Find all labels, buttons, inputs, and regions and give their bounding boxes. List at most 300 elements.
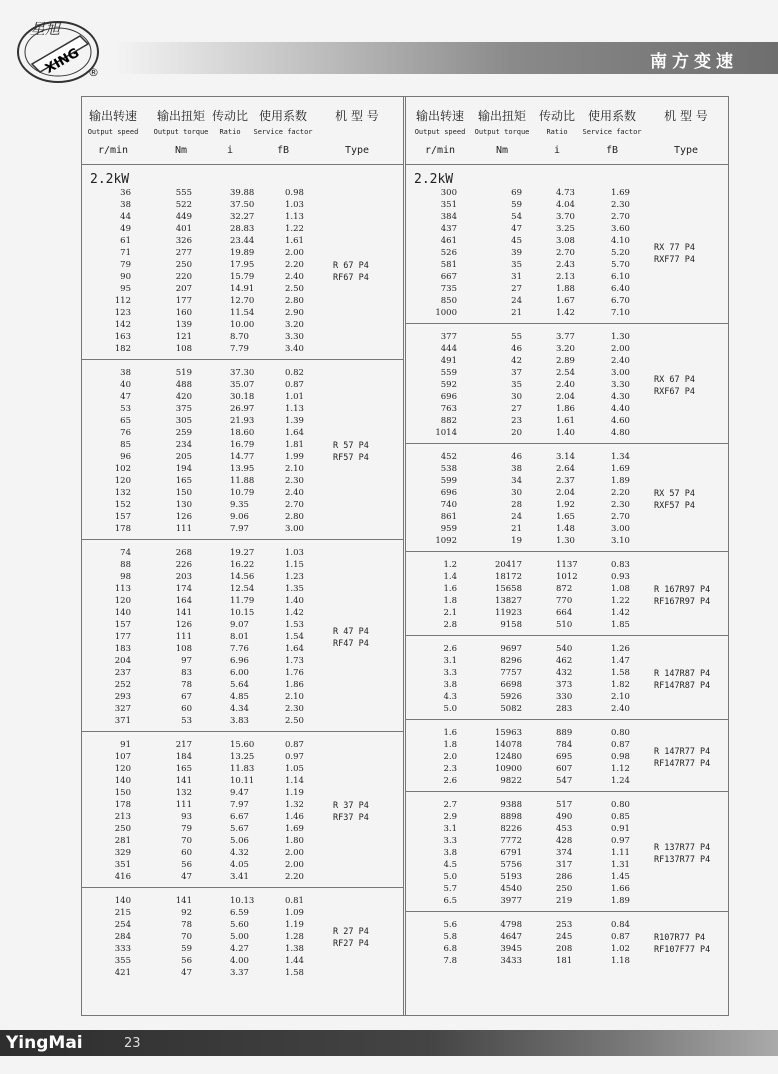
left-cell: 1.81 [285,440,304,450]
right-cell: 3.20 [556,344,575,354]
left-cell: 61 [120,236,131,246]
right-cell: 1.6 [443,728,457,738]
right-group-rule [406,551,729,552]
left-cell: 1.54 [285,632,304,642]
left-cell: 7.76 [230,644,249,654]
left-cell: 2.20 [285,872,304,882]
left-cell: 90 [120,272,131,282]
left-cell: 2.10 [285,464,304,474]
left-cell: 326 [175,236,192,246]
left-type-label: RF67 P4 [333,273,369,283]
right-cell: 6791 [500,848,522,858]
right-cell: 1.2 [443,560,457,570]
right-cell: 1.47 [611,656,630,666]
right-cell: 2.30 [611,200,630,210]
left-cell: 95 [120,284,131,294]
left-cell: 177 [114,632,131,642]
left-cell: 6.59 [230,908,249,918]
right-cell: 377 [440,332,457,342]
left-type-label: RF47 P4 [333,639,369,649]
left-cell: 152 [114,500,131,510]
left-cell: 47 [181,968,192,978]
right-type-label: RF147R77 P4 [654,759,711,769]
right-cell: 4.10 [611,236,630,246]
left-cell: 1.39 [285,416,304,426]
left-cell: 488 [175,380,192,390]
column-unit-2: i [553,145,561,156]
right-cell: 2.89 [556,356,575,366]
right-cell: 3.1 [443,656,457,666]
left-cell: 329 [114,848,131,858]
right-cell: 2.70 [611,212,630,222]
left-cell: 38 [120,368,131,378]
right-cell: 5.0 [443,872,457,882]
right-cell: 1.12 [611,764,630,774]
right-cell: 5.6 [443,920,457,930]
right-cell: 1.42 [611,608,630,618]
left-cell: 120 [114,596,131,606]
left-cell: 3.41 [230,872,249,882]
right-cell: 253 [556,920,573,930]
left-cell: 1.58 [285,968,304,978]
right-cell: 8226 [500,824,522,834]
right-type-label: R 167R97 P4 [654,585,711,595]
right-cell: 695 [556,752,573,762]
right-cell: 540 [556,644,573,654]
left-cell: 10.79 [230,488,255,498]
right-cell: 0.91 [611,824,630,834]
left-cell: 60 [181,704,192,714]
left-cell: 5.67 [230,824,249,834]
right-type-label: R 147R87 P4 [654,669,711,679]
right-cell: 444 [440,344,457,354]
left-cell: 3.00 [285,524,304,534]
left-cell: 7.79 [230,344,249,354]
left-cell: 102 [114,464,131,474]
left-cell: 91 [120,740,131,750]
left-cell: 21.93 [230,416,255,426]
right-cell: 47 [511,224,522,234]
left-cell: 250 [114,824,131,834]
left-cell: 12.54 [230,584,255,594]
column-header-1: 输出扭矩 [156,109,206,123]
right-header-rule [406,164,729,165]
column-unit-3: fB [605,145,619,156]
left-cell: 284 [114,932,131,942]
left-cell: 371 [114,716,131,726]
left-cell: 1.76 [285,668,304,678]
left-cell: 10.13 [230,896,255,906]
left-cell: 449 [175,212,192,222]
right-cell: 55 [511,332,522,342]
left-cell: 416 [114,872,131,882]
left-cell: 70 [181,836,192,846]
right-cell: 3.77 [556,332,575,342]
right-cell: 0.84 [611,920,630,930]
left-cell: 1.23 [285,572,304,582]
right-cell: 2.04 [556,488,575,498]
column-header-en-1: Output torque [153,128,209,136]
left-cell: 11.83 [230,764,255,774]
right-cell: 5082 [500,704,522,714]
left-cell: 112 [114,296,131,306]
right-cell: 4.04 [556,200,575,210]
right-cell: 18172 [494,572,522,582]
right-cell: 7772 [500,836,522,846]
right-group-rule [406,719,729,720]
right-cell: 3.3 [443,668,457,678]
left-cell: 305 [175,416,192,426]
right-cell: 850 [440,296,457,306]
left-cell: 281 [114,836,131,846]
right-type-label: RX 77 P4 [654,243,695,253]
right-cell: 9158 [500,620,522,630]
right-cell: 54 [511,212,522,222]
column-header-2: 传动比 [211,109,249,123]
left-cell: 140 [114,896,131,906]
left-cell: 0.81 [285,896,304,906]
left-cell: 26.97 [230,404,255,414]
right-cell: 1.48 [556,524,575,534]
right-cell: 428 [556,836,573,846]
right-cell: 1000 [435,308,457,318]
right-cell: 2.00 [611,344,630,354]
right-group-rule [406,323,729,324]
left-cell: 108 [175,344,192,354]
left-cell: 67 [181,692,192,702]
right-cell: 4.3 [443,692,457,702]
column-header-en-3: Service factor [253,128,313,136]
left-cell: 157 [114,620,131,630]
right-cell: 4.5 [443,860,457,870]
right-cell: 4.73 [556,188,575,198]
right-cell: 2.0 [443,752,457,762]
right-cell: 3.8 [443,680,457,690]
left-cell: 93 [181,812,192,822]
right-group-rule [406,911,729,912]
right-cell: 3.10 [611,536,630,546]
left-cell: 1.69 [285,824,304,834]
left-cell: 123 [114,308,131,318]
left-cell: 30.18 [230,392,255,402]
right-type-label: RF147R87 P4 [654,681,711,691]
right-cell: 283 [556,704,573,714]
left-cell: 150 [175,488,192,498]
left-cell: 98 [120,572,131,582]
right-cell: 0.97 [611,836,630,846]
right-cell: 5.20 [611,248,630,258]
left-cell: 40 [120,380,131,390]
left-cell: 2.70 [285,500,304,510]
footer-brand: YingMai [6,1033,83,1053]
left-cell: 1.46 [285,812,304,822]
left-cell: 421 [114,968,131,978]
right-cell: 21 [511,308,522,318]
right-cell: 1.34 [611,452,630,462]
right-cell: 1.30 [556,536,575,546]
left-cell: 1.14 [285,776,304,786]
left-cell: 226 [175,560,192,570]
left-cell: 519 [175,368,192,378]
left-cell: 130 [175,500,192,510]
right-cell: 46 [511,452,522,462]
left-cell: 1.61 [285,236,304,246]
left-cell: 141 [175,776,192,786]
left-cell: 14.56 [230,572,255,582]
left-cell: 333 [114,944,131,954]
left-cell: 96 [120,452,131,462]
left-cell: 165 [175,476,192,486]
left-group-rule [82,539,404,540]
column-unit-4: Type [673,145,699,156]
right-cell: 526 [440,248,457,258]
left-cell: 184 [175,752,192,762]
left-cell: 78 [181,920,192,930]
column-header-en-3: Service factor [582,128,642,136]
left-cell: 18.60 [230,428,255,438]
left-cell: 9.47 [230,788,249,798]
left-cell: 4.27 [230,944,249,954]
right-cell: 5.8 [443,932,457,942]
right-cell: 20 [511,428,522,438]
left-cell: 0.87 [285,740,304,750]
right-cell: 42 [511,356,522,366]
right-cell: 3.60 [611,224,630,234]
left-cell: 44 [120,212,131,222]
right-cell: 21 [511,524,522,534]
left-cell: 56 [181,956,192,966]
right-type-label: RF107F77 P4 [654,945,711,955]
right-cell: 667 [440,272,457,282]
right-cell: 784 [556,740,573,750]
right-cell: 5.70 [611,260,630,270]
right-cell: 6.70 [611,296,630,306]
right-cell: 4.80 [611,428,630,438]
left-cell: 1.80 [285,836,304,846]
right-cell: 208 [556,944,573,954]
left-cell: 277 [175,248,192,258]
left-cell: 113 [114,584,131,594]
left-cell: 47 [181,872,192,882]
right-cell: 5926 [500,692,522,702]
left-cell: 11.79 [230,596,255,606]
left-cell: 220 [175,272,192,282]
left-cell: 522 [175,200,192,210]
left-cell: 4.34 [230,704,249,714]
right-cell: 4798 [500,920,522,930]
right-cell: 2.43 [556,260,575,270]
right-cell: 2.8 [443,620,457,630]
right-cell: 7.10 [611,308,630,318]
right-cell: 1.61 [556,416,575,426]
left-cell: 0.97 [285,752,304,762]
left-cell: 32.27 [230,212,255,222]
left-cell: 1.44 [285,956,304,966]
right-cell: 1.02 [611,944,630,954]
right-cell: 432 [556,668,573,678]
right-cell: 1.85 [611,620,630,630]
left-cell: 2.00 [285,860,304,870]
left-cell: 140 [114,776,131,786]
left-cell: 139 [175,320,192,330]
right-cell: 3.1 [443,824,457,834]
left-cell: 19.27 [230,548,255,558]
right-cell: 35 [511,260,522,270]
left-cell: 1.38 [285,944,304,954]
right-type-label: RXF77 P4 [654,255,695,265]
right-cell: 1.31 [611,860,630,870]
right-cell: 1.82 [611,680,630,690]
right-cell: 3.08 [556,236,575,246]
left-cell: 1.13 [285,404,304,414]
right-type-label: R107R77 P4 [654,933,706,943]
left-cell: 1.13 [285,212,304,222]
right-cell: 3433 [500,956,522,966]
right-cell: 462 [556,656,573,666]
right-cell: 34 [511,476,522,486]
page-number: 23 [124,1036,141,1051]
left-cell: 0.87 [285,380,304,390]
left-cell: 213 [114,812,131,822]
left-type-label: R 27 P4 [333,927,369,937]
right-cell: 1092 [435,536,457,546]
left-cell: 4.85 [230,692,249,702]
right-cell: 696 [440,392,457,402]
left-type-label: R 47 P4 [333,627,369,637]
page-title: 南方变速 [650,52,738,72]
right-cell: 8898 [500,812,522,822]
right-cell: 763 [440,404,457,414]
right-cell: 3.00 [611,368,630,378]
right-type-label: RF167R97 P4 [654,597,711,607]
right-cell: 559 [440,368,457,378]
left-cell: 163 [114,332,131,342]
right-cell: 45 [511,236,522,246]
right-cell: 38 [511,464,522,474]
column-header-en-0: Output speed [414,128,466,136]
left-cell: 11.54 [230,308,255,318]
left-cell: 37.50 [230,200,255,210]
left-cell: 7.97 [230,524,249,534]
column-unit-0: r/min [424,145,456,156]
left-cell: 28.83 [230,224,255,234]
left-cell: 194 [175,464,192,474]
right-type-label: R 147R77 P4 [654,747,711,757]
right-cell: 2.9 [443,812,457,822]
left-cell: 183 [114,644,131,654]
right-cell: 1.4 [443,572,457,582]
right-cell: 28 [511,500,522,510]
left-header-rule [82,164,404,165]
left-cell: 234 [175,440,192,450]
left-type-label: R 37 P4 [333,801,369,811]
left-cell: 126 [175,512,192,522]
right-cell: 1.89 [611,896,630,906]
left-cell: 1.05 [285,764,304,774]
right-cell: 2.37 [556,476,575,486]
left-cell: 237 [114,668,131,678]
right-cell: 374 [556,848,573,858]
right-cell: 30 [511,488,522,498]
right-cell: 4540 [500,884,522,894]
right-group-rule [406,635,729,636]
left-cell: 2.80 [285,512,304,522]
right-cell: 2.3 [443,764,457,774]
left-cell: 140 [114,608,131,618]
left-group-rule [82,887,404,888]
right-cell: 1.18 [611,956,630,966]
left-cell: 59 [181,944,192,954]
left-cell: 207 [175,284,192,294]
left-cell: 2.00 [285,248,304,258]
right-cell: 607 [556,764,573,774]
right-cell: 2.70 [556,248,575,258]
left-cell: 0.82 [285,368,304,378]
left-cell: 3.20 [285,320,304,330]
right-cell: 6.10 [611,272,630,282]
right-cell: 581 [440,260,457,270]
right-cell: 3945 [500,944,522,954]
left-cell: 6.96 [230,656,249,666]
right-cell: 9388 [500,800,522,810]
left-cell: 355 [114,956,131,966]
right-cell: 1.8 [443,740,457,750]
left-cell: 1.03 [285,548,304,558]
right-cell: 13827 [494,596,522,606]
left-cell: 142 [114,320,131,330]
column-unit-1: Nm [174,145,188,156]
right-cell: 599 [440,476,457,486]
left-cell: 97 [181,656,192,666]
column-header-3: 使用系数 [258,109,308,123]
left-cell: 1.64 [285,428,304,438]
right-cell: 2.40 [611,356,630,366]
left-cell: 8.70 [230,332,249,342]
left-cell: 1.86 [285,680,304,690]
right-cell: 5756 [500,860,522,870]
registered-mark: ® [88,66,99,79]
left-cell: 160 [175,308,192,318]
right-cell: 69 [511,188,522,198]
right-cell: 3.00 [611,524,630,534]
column-header-en-2: Ratio [219,128,241,136]
left-cell: 14.91 [230,284,255,294]
right-cell: 959 [440,524,457,534]
right-type-label: R 137R77 P4 [654,843,711,853]
left-cell: 35.07 [230,380,255,390]
left-cell: 1.35 [285,584,304,594]
left-cell: 1.09 [285,908,304,918]
left-cell: 78 [181,680,192,690]
right-cell: 872 [556,584,573,594]
left-cell: 174 [175,584,192,594]
left-cell: 17.95 [230,260,255,270]
right-cell: 1.11 [611,848,630,858]
left-cell: 203 [175,572,192,582]
left-cell: 12.70 [230,296,255,306]
left-cell: 141 [175,608,192,618]
right-cell: 0.85 [611,812,630,822]
right-cell: 19 [511,536,522,546]
right-cell: 1.8 [443,596,457,606]
right-cell: 5193 [500,872,522,882]
right-cell: 0.83 [611,560,630,570]
left-cell: 1.28 [285,932,304,942]
right-cell: 2.6 [443,776,457,786]
left-cell: 16.79 [230,440,255,450]
left-cell: 2.20 [285,260,304,270]
left-cell: 204 [114,656,131,666]
